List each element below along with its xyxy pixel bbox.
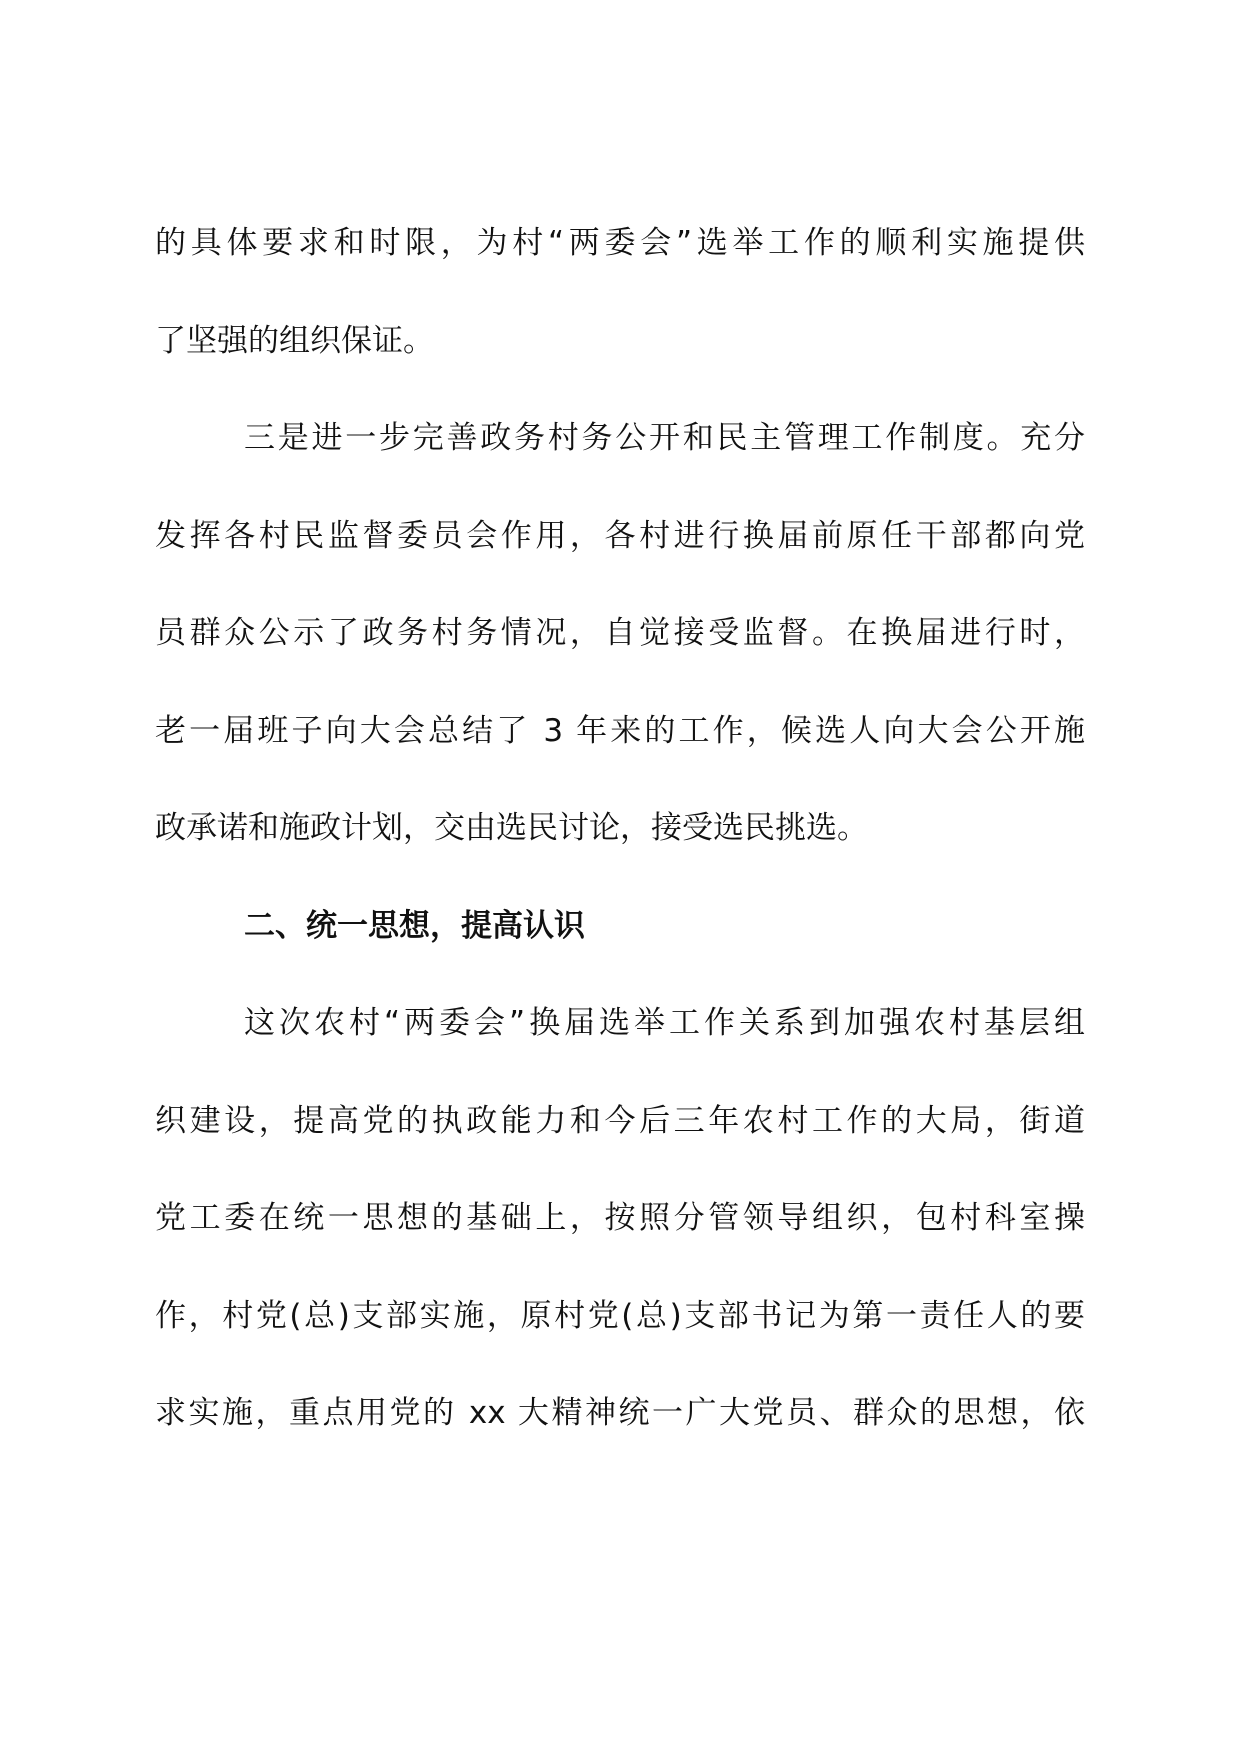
text-line: 织建设，提高党的执政能力和今后三年农村工作的大局，街道 — [155, 1102, 1085, 1139]
text-line: 的具体要求和时限，为村“两委会”选举工作的顺利实施提供 — [155, 225, 1085, 261]
paragraph-continued — [155, 195, 1085, 390]
text-line: 发挥各村民监督委员会作用，各村进行换届前原任干部都向党 — [155, 517, 1085, 554]
text-line: 了坚强的组织保证。 — [155, 322, 434, 359]
text-line: 党工委在统一思想的基础上，按照分管领导组织，包村科室操 — [155, 1200, 1085, 1236]
paragraph-three — [155, 390, 1085, 878]
text-line: 员群众公示了政务村务情况，自觉接受监督。在换届进行时， — [155, 615, 1085, 651]
paragraph-section — [155, 975, 1085, 1463]
section-heading: 二、统一思想，提高认识 — [244, 907, 585, 944]
text-line: 作，村党(总)支部实施，原村党(总)支部书记为第一责任人的要 — [155, 1297, 1085, 1334]
text-line: 求实施，重点用党的 xx 大精神统一广大党员、群众的思想，依 — [155, 1395, 1085, 1431]
text-line: 政承诺和施政计划，交由选民讨论，接受选民挑选。 — [155, 810, 868, 846]
text-line: 三是进一步完善政务村务公开和民主管理工作制度。充分 — [244, 420, 1085, 456]
document-body — [155, 195, 1085, 1463]
text-line: 这次农村“两委会”换届选举工作关系到加强农村基层组 — [244, 1005, 1085, 1041]
text-line: 老一届班子向大会总结了 3 年来的工作，候选人向大会公开施 — [155, 712, 1085, 749]
